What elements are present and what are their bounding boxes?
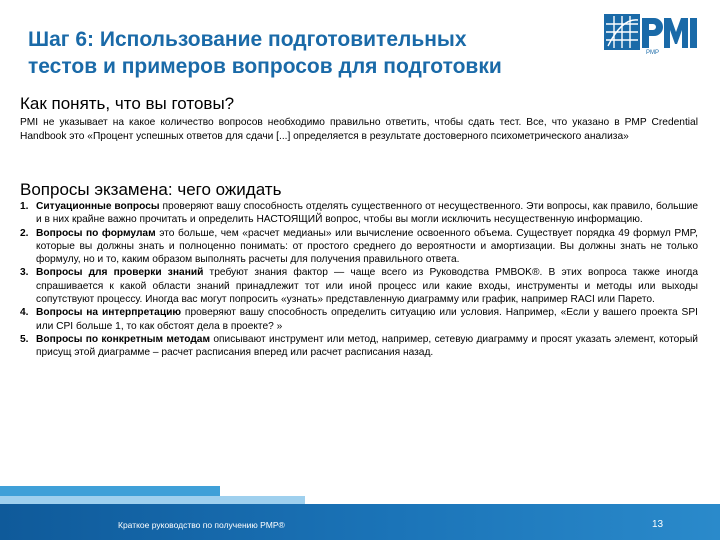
slide-title xyxy=(28,26,588,80)
list-item-text: описывают инструмент или метод, например, сетевую диаграмму и просят указать элемент, который присущ этой диаграмме – расчет расписания вперед или расчет расписания назад. xyxy=(36,333,698,359)
list-item-text: это больше, чем «расчет медианы» или вычисление освоенного объема. Существует порядка 49 формул PMP, которые вы должны знать и полноценно понимать: от простого среднего до вероятности и амортизации. Вы должны знать не только формулу, но и то, каким образом выполнять расчеты для получения правильного ответа. xyxy=(36,227,698,266)
list-item-bold: Ситуационные вопросы xyxy=(36,201,160,212)
list-item-text: проверяют вашу способность определить ситуацию или условия. Например, «Если у вашего проекта SPI или CPI больше 1, то как обстоят дела в проекте? » xyxy=(36,307,698,332)
footer-text: Краткое руководство по получению PMP® xyxy=(118,520,285,530)
list-item-text: проверяют вашу способность отделять существенного от несущественного. Эти вопросы, как правило, большие и в них крайне важно прочитать и определить НАСТОЯЩИЙ вопрос, чтобы вы могли исключить несущественную информацию. xyxy=(36,201,698,226)
section-heading-exam: Вопросы экзамена: чего ожидать xyxy=(20,180,282,199)
pmi-logo xyxy=(604,14,700,54)
pmi-logo-icon xyxy=(604,14,700,54)
section-heading-ready: Как понять, что вы готовы? xyxy=(20,94,235,113)
logo-subtitle: PMP xyxy=(646,50,660,56)
list-item xyxy=(20,333,698,360)
footer-band xyxy=(0,504,720,540)
title-line-2: тестов и примеров вопросов для подготовки xyxy=(28,55,502,78)
list-item xyxy=(20,266,698,306)
list-item-number: 5. xyxy=(20,333,29,345)
list-item-bold: Вопросы по формулам xyxy=(36,227,156,239)
list-item xyxy=(20,306,698,333)
page-number: 13 xyxy=(652,519,664,530)
list-item-number: 3. xyxy=(20,267,29,279)
footer-accent-bar-light xyxy=(0,496,305,504)
list-item xyxy=(20,227,698,267)
list-item xyxy=(20,200,698,227)
list-item-number: 1. xyxy=(20,201,29,212)
list-item-bold: Вопросы на интерпретацию xyxy=(36,307,182,319)
section-text-ready: PMI не указывает на какое количество вопросов необходимо правильно ответить, чтобы сдать тест. Все, что указано в PMP Credential Handbook это «Процент успешных ответов для сдачи [...] определяется в результате достоверного психометрического анализа» xyxy=(20,117,698,142)
footer-accent-bar xyxy=(0,486,220,496)
question-types-list xyxy=(20,200,698,360)
list-item-bold: Вопросы по конкретным методам xyxy=(36,333,210,345)
title-line-1: Шаг 6: Использование подготовительных xyxy=(28,28,467,51)
list-item-number: 2. xyxy=(20,227,29,239)
list-item-number: 4. xyxy=(20,307,29,319)
list-item-text: требуют знания фактор — чаще всего из Руководства PMBOK®. В этих вопроса также иногда спрашивается к какой области знаний принадлежит тот или иной процесс или какие входы, инструменты и методы или выходы сопутствуют процессу. Иногда вас могут попросить «узнать» представленную диаграмму или график, например RACI или Парето. xyxy=(36,267,698,306)
list-item-bold: Вопросы для проверки знаний xyxy=(36,267,204,279)
